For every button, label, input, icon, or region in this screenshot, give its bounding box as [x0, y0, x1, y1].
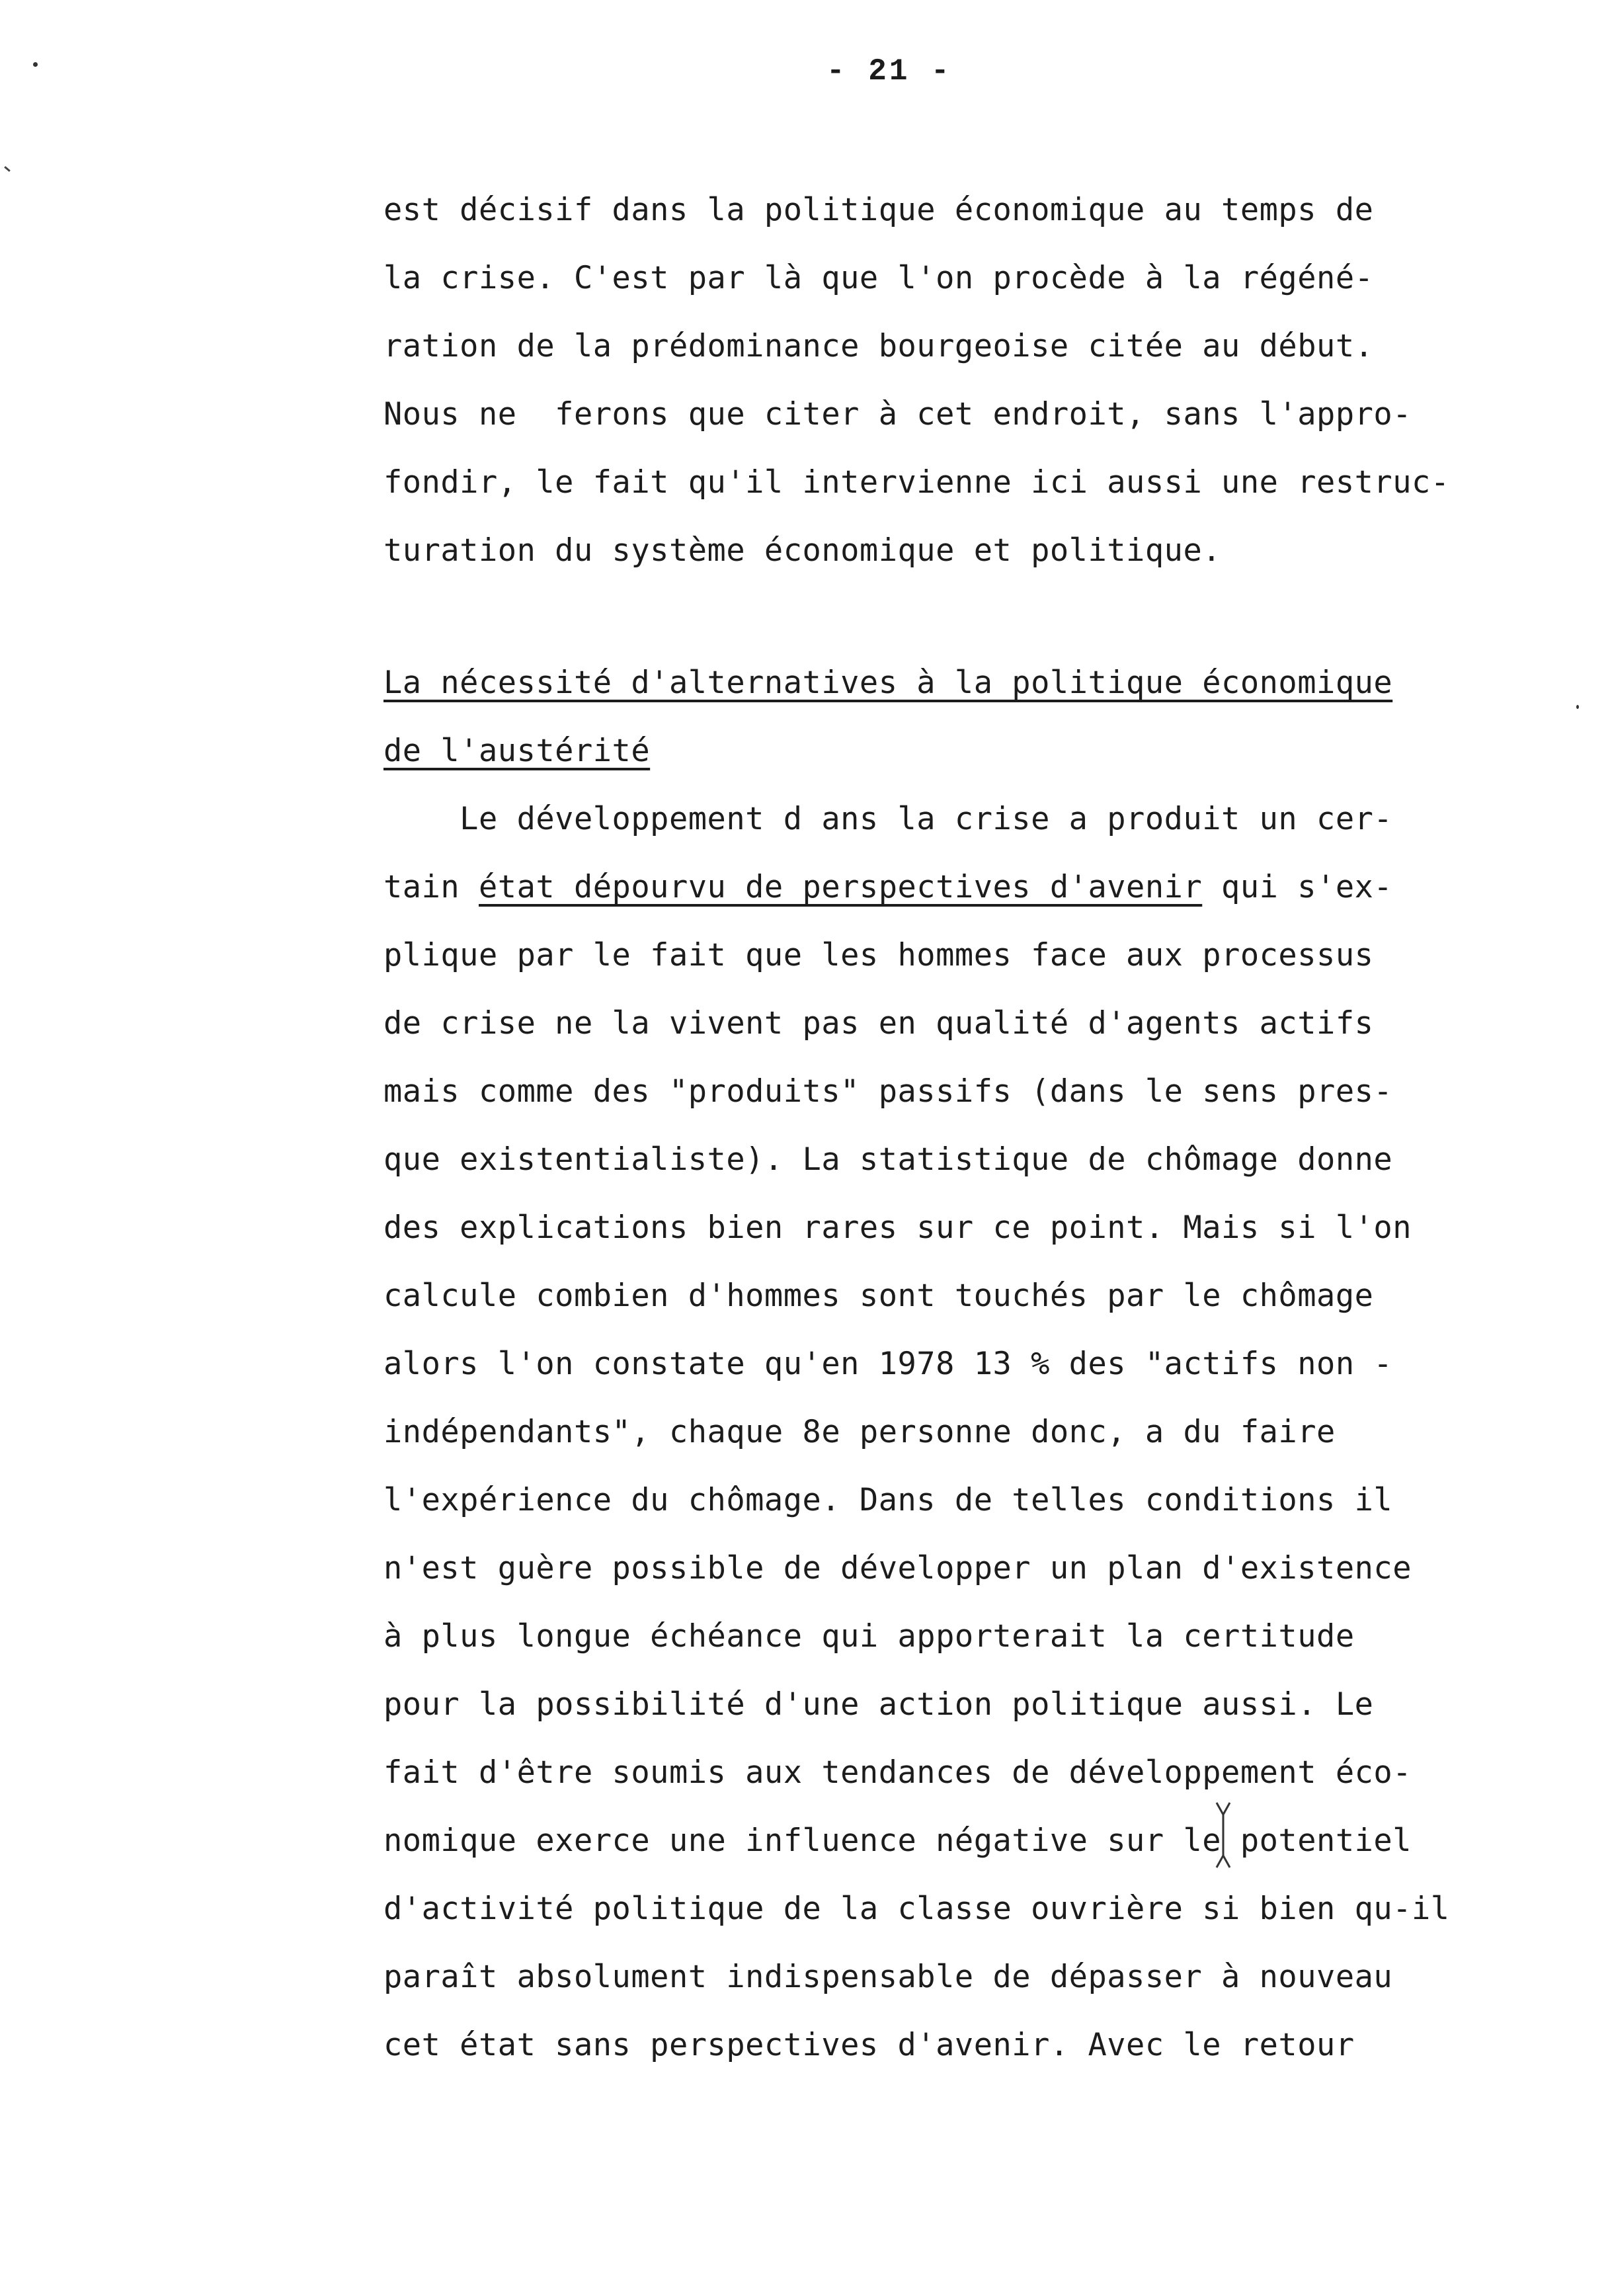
- body-line: d'activité politique de la classe ouvrière si bien qu-il: [383, 1891, 1450, 1927]
- body-line: fondir, le fait qu'il intervienne ici aussi une restruc-: [383, 464, 1450, 501]
- body-text: tain: [383, 869, 479, 905]
- body-line: que existentialiste). La statistique de chômage donne: [383, 1141, 1393, 1178]
- body-line: [383, 869, 1392, 905]
- body-line: turation du système économique et politique.: [383, 532, 1222, 569]
- correction-mark: [1210, 1799, 1236, 1871]
- body-line: plique par le fait que les hommes face aux processus: [383, 937, 1374, 973]
- body-line: mais comme des "produits" passifs (dans le sens pres-: [383, 1073, 1393, 1110]
- scan-speck: [33, 62, 38, 67]
- body-line: l'expérience du chômage. Dans de telles conditions il: [383, 1482, 1393, 1518]
- body-line: fait d'être soumis aux tendances de développement éco-: [383, 1754, 1412, 1791]
- body-line: n'est guère possible de développer un plan d'existence: [383, 1550, 1412, 1586]
- body-line: la crise. C'est par là que l'on procède à la régéné-: [383, 260, 1374, 296]
- body-line: des explications bien rares sur ce point. Mais si l'on: [383, 1210, 1412, 1246]
- body-line: pour la possibilité d'une action politique aussi. Le: [383, 1686, 1374, 1723]
- body-line: Le développement d ans la crise a produit un cer-: [383, 801, 1393, 837]
- body-line: paraît absolument indispensable de dépasser à nouveau: [383, 1959, 1393, 1995]
- section-heading: de l'austérité: [383, 733, 651, 769]
- body-line: Nous ne ferons que citer à cet endroit, sans l'appro-: [383, 396, 1412, 432]
- body-line: cet état sans perspectives d'avenir. Avec le retour: [383, 2027, 1355, 2063]
- body-line: est décisif dans la politique économique au temps de: [383, 192, 1374, 228]
- body-text: qui s'ex-: [1202, 869, 1393, 905]
- page-number: - 21 -: [826, 54, 952, 89]
- body-line: ration de la prédominance bourgeoise citée au début.: [383, 328, 1374, 364]
- underlined-phrase: état dépourvu de perspectives d'avenir: [478, 869, 1203, 905]
- body-line: de crise ne la vivent pas en qualité d'agents actifs: [383, 1005, 1374, 1042]
- body-line: indépendants", chaque 8e personne donc, a du faire: [383, 1414, 1336, 1450]
- body-line: alors l'on constate qu'en 1978 13 % des "actifs non -: [383, 1346, 1393, 1382]
- body-line: nomique exerce une influence négative sur le potentiel: [383, 1823, 1412, 1859]
- scan-speck: [1576, 705, 1579, 709]
- scan-mark: [4, 166, 11, 172]
- section-heading: La nécessité d'alternatives à la politique économique: [383, 665, 1393, 701]
- body-line: calcule combien d'hommes sont touchés par le chômage: [383, 1278, 1374, 1314]
- body-line: à plus longue échéance qui apporterait la certitude: [383, 1618, 1355, 1655]
